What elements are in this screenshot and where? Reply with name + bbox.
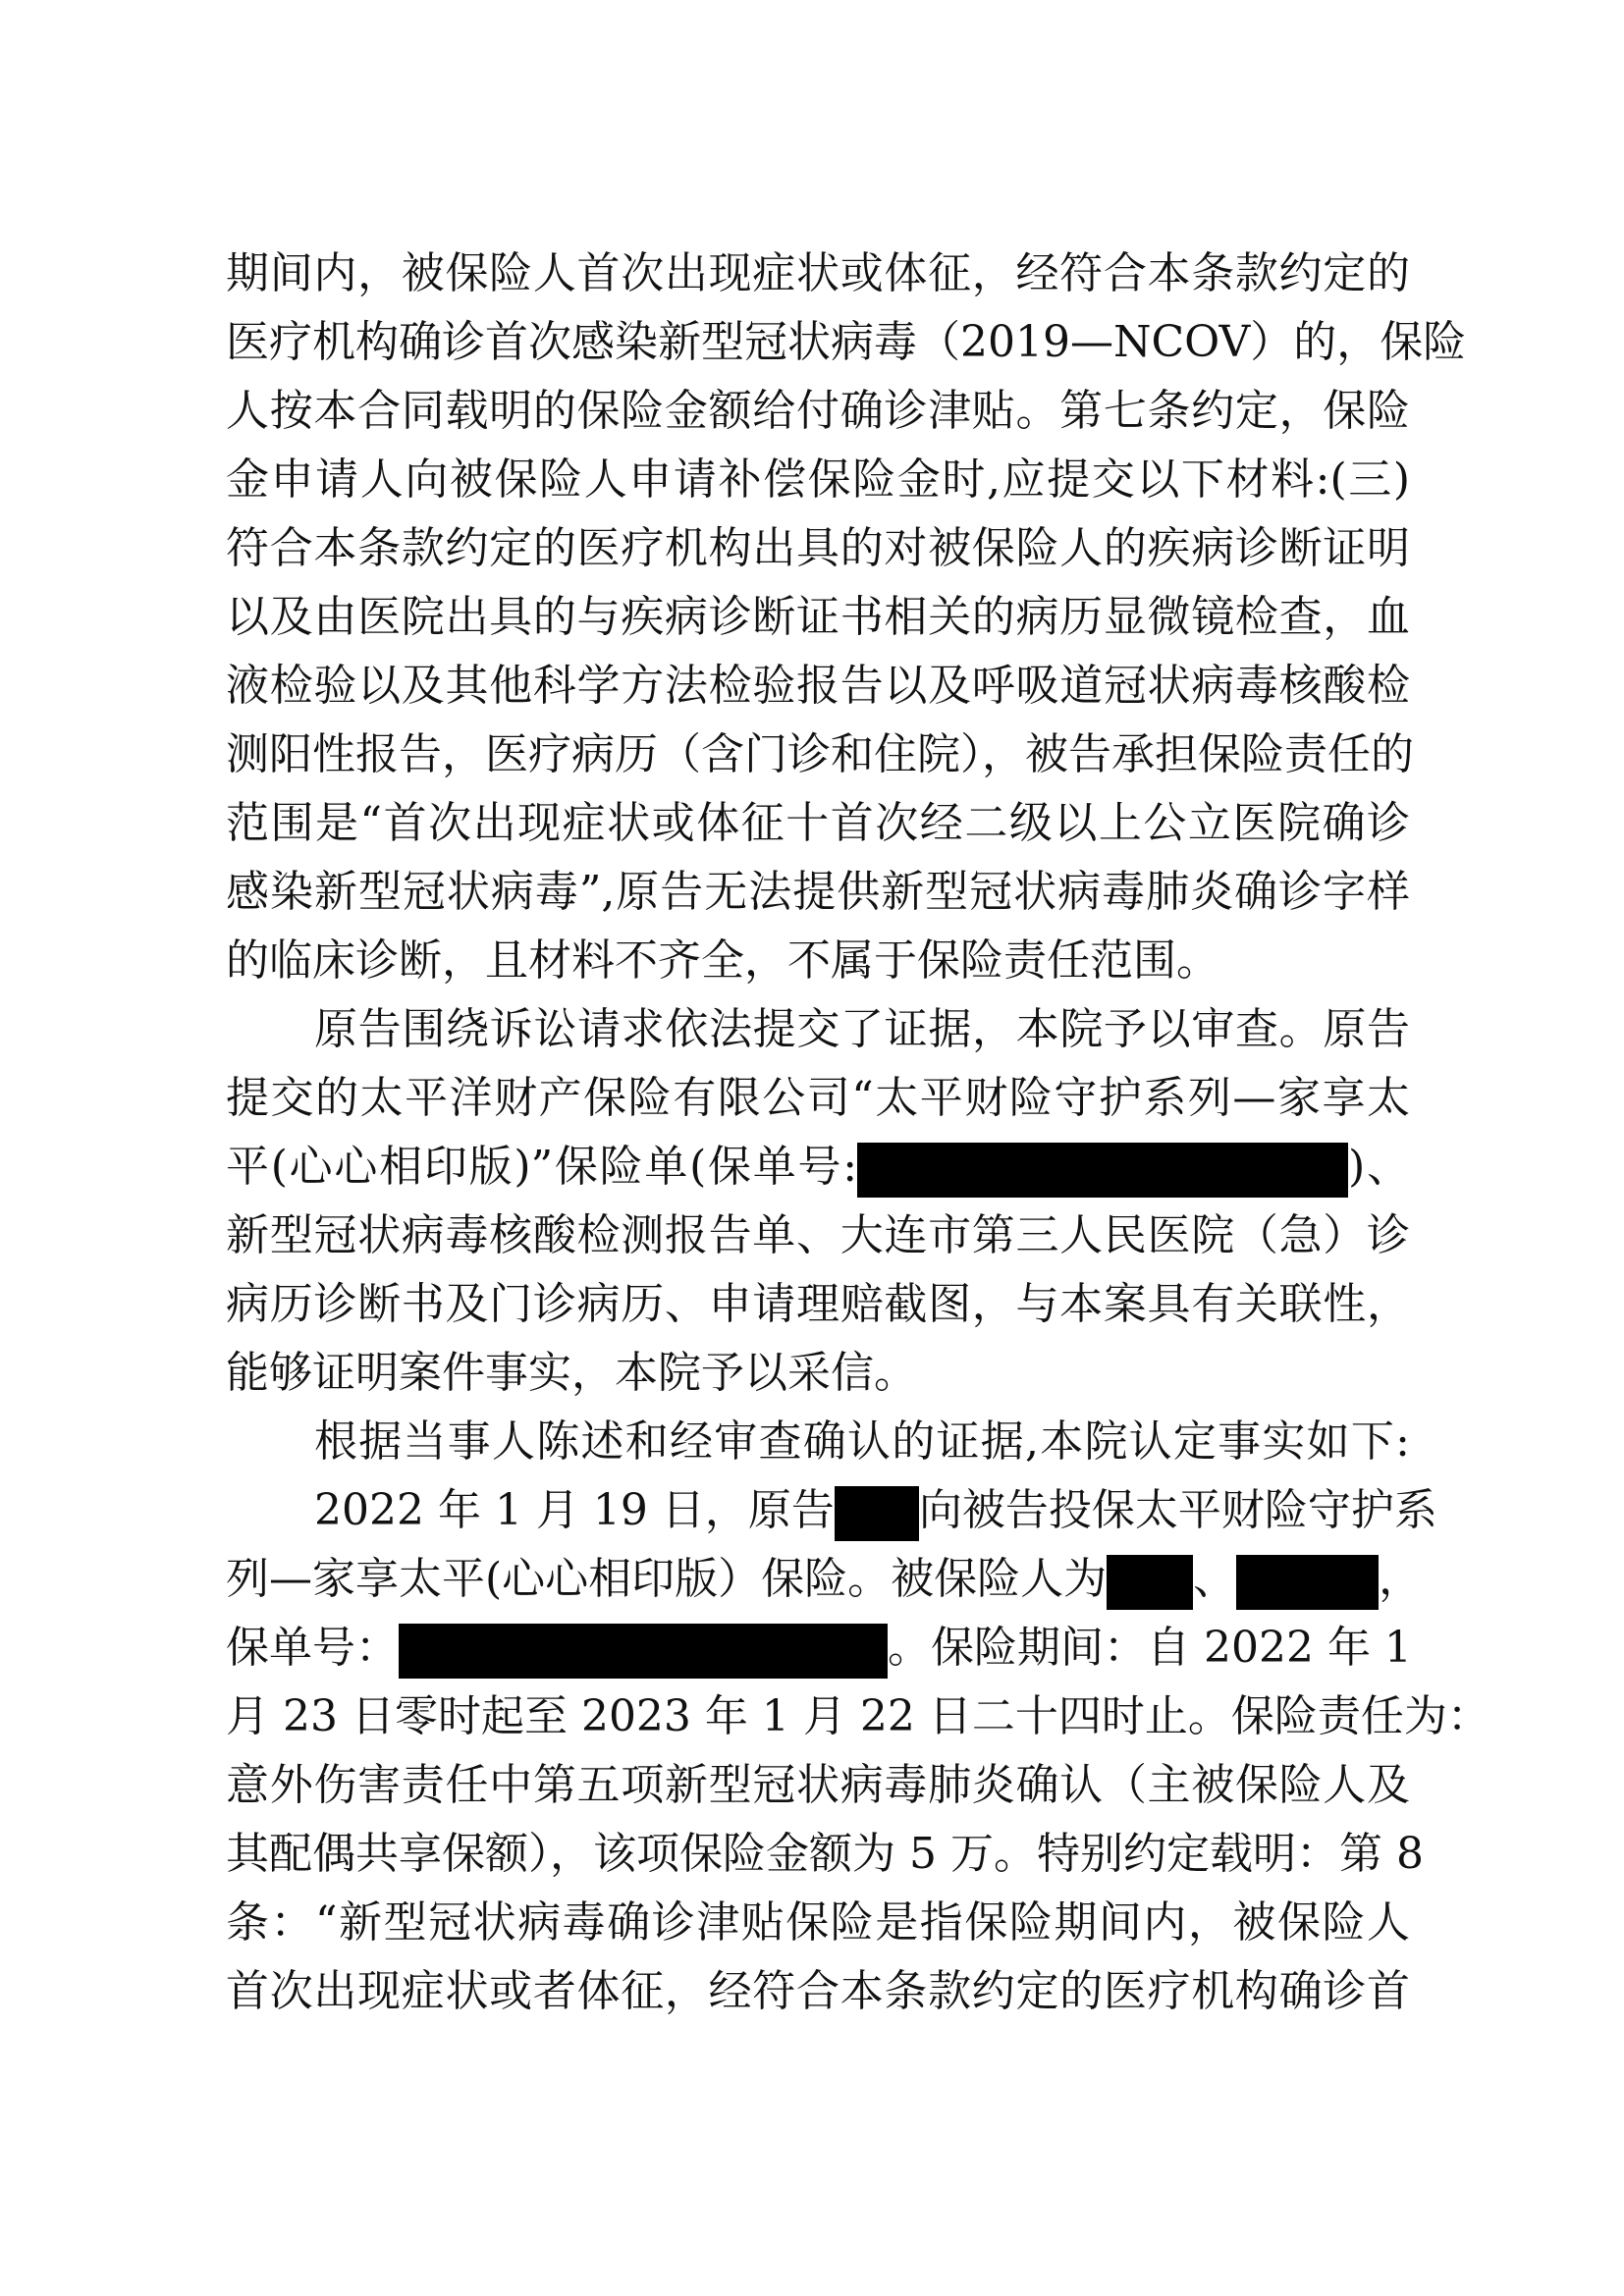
text-line: 金申请人向被保险人申请补偿保险金时,应提交以下材料:(三): [226, 454, 1410, 505]
redaction-box: [1107, 1555, 1193, 1610]
text-segment: 。保险期间：自 2022 年 1: [888, 1623, 1412, 1673]
text-line-redacted: [226, 1476, 1437, 1545]
text-segment: 向被告投保太平财险守护系: [918, 1485, 1437, 1535]
text-line-redacted: [226, 1614, 1410, 1682]
text-line: 提交的太平洋财产保险有限公司“太平财险守护系列—家享太: [226, 1073, 1410, 1123]
text-segment: 列—家享太平(心心相印版）保险。被保险人为: [226, 1554, 1108, 1604]
text-line: 意外伤害责任中第五项新型冠状病毒肺炎确认（主被保险人及: [226, 1760, 1410, 1810]
redaction-box: [1236, 1555, 1379, 1610]
text-line: 液检验以及其他科学方法检验报告以及呼吸道冠状病毒核酸检: [226, 661, 1410, 711]
text-line: 原告围绕诉讼请求依法提交了证据，本院予以审查。原告: [314, 1004, 1410, 1054]
text-segment: )、: [1348, 1142, 1410, 1192]
document-page: [226, 240, 1490, 2026]
text-segment: 、: [1193, 1554, 1237, 1604]
text-segment: 平(心心相印版)”保险单(保单号:: [226, 1142, 858, 1192]
text-line: 月 23 日零时起至 2023 年 1 月 22 日二十四时止。保险责任为：: [226, 1691, 1490, 1741]
text-line: 测阳性报告，医疗病历（含门诊和住院），被告承担保险责任的: [226, 729, 1414, 779]
text-segment: 2022 年 1 月 19 日，原告: [314, 1485, 835, 1535]
redaction-box: [835, 1486, 919, 1541]
text-line-redacted: [226, 1133, 1410, 1201]
text-line: 其配偶共享保额），该项保险金额为 5 万。特别约定载明：第 8: [226, 1829, 1424, 1879]
text-line: 条：“新型冠状病毒确诊津贴保险是指保险期间内，被保险人: [226, 1897, 1410, 1948]
text-line: 感染新型冠状病毒”,原告无法提供新型冠状病毒肺炎确诊字样: [226, 867, 1410, 917]
text-segment: 保单号：: [226, 1623, 399, 1673]
text-segment: ，: [1379, 1554, 1423, 1604]
text-line: 期间内，被保险人首次出现症状或体征，经符合本条款约定的: [226, 248, 1410, 298]
text-line: 医疗机构确诊首次感染新型冠状病毒（2019—NCOV）的，保险: [226, 317, 1467, 367]
text-line: 病历诊断书及门诊病历、申请理赔截图，与本案具有关联性，: [226, 1279, 1410, 1329]
redaction-box: [399, 1624, 888, 1679]
text-line: 范围是“首次出现症状或体征十首次经二级以上公立医院确诊: [226, 798, 1410, 848]
text-line: 符合本条款约定的医疗机构出具的对被保险人的疾病诊断证明: [226, 523, 1410, 573]
text-line: 根据当事人陈述和经审查确认的证据,本院认定事实如下:: [314, 1416, 1410, 1467]
text-line: 以及由医院出具的与疾病诊断证书相关的病历显微镜检查，血: [226, 592, 1410, 642]
text-line: 能够证明案件事实，本院予以采信。: [226, 1348, 917, 1398]
redaction-box: [857, 1143, 1348, 1198]
text-line: 人按本合同载明的保险金额给付确诊津贴。第七条约定，保险: [226, 386, 1410, 436]
text-line: 新型冠状病毒核酸检测报告单、大连市第三人民医院（急）诊: [226, 1210, 1410, 1260]
text-line: 的临床诊断，且材料不齐全，不属于保险责任范围。: [226, 935, 1219, 986]
text-line: 首次出现症状或者体征，经符合本条款约定的医疗机构确诊首: [226, 1966, 1410, 2016]
text-line-redacted: [226, 1545, 1423, 1614]
